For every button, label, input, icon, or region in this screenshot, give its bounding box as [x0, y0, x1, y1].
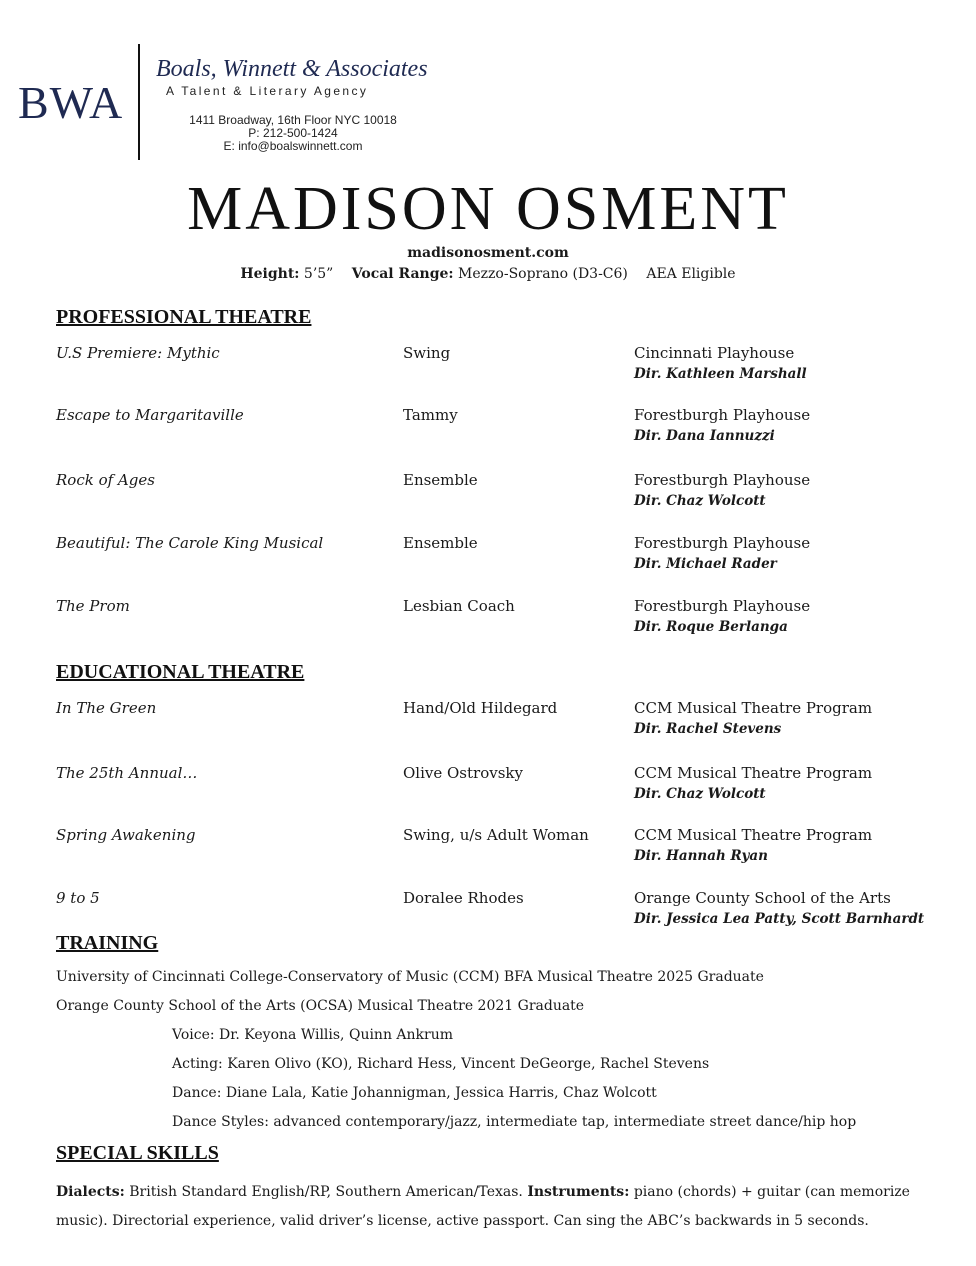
venue-name: Forestburgh Playhouse	[634, 406, 811, 424]
director-name: Dir. Michael Rader	[634, 556, 777, 572]
credit-row	[0, 471, 976, 515]
show-title: Beautiful: The Carole King Musical	[56, 534, 324, 552]
agency-logo-letters: BWA	[18, 77, 124, 128]
credit-row	[0, 699, 976, 743]
professional-theatre-heading: PROFESSIONAL THEATRE	[56, 306, 312, 328]
role-name: Lesbian Coach	[403, 597, 515, 615]
role-name: Olive Ostrovsky	[403, 764, 523, 782]
dialects-label: Dialects:	[56, 1184, 125, 1200]
show-title: Escape to Margaritaville	[56, 406, 244, 424]
special-skills-text	[56, 1178, 916, 1236]
role-name: Hand/Old Hildegard	[403, 699, 558, 717]
agency-name: Boals, Winnett & Associates	[156, 56, 428, 82]
dialects-text: British Standard English/RP, Southern American/Texas.	[129, 1184, 523, 1200]
credit-row	[0, 826, 976, 870]
logo-divider	[138, 44, 140, 160]
role-name: Doralee Rhodes	[403, 889, 524, 907]
show-title: Rock of Ages	[56, 471, 155, 489]
training-detail: Dance Styles: advanced contemporary/jazz, intermediate tap, intermediate street dance/hip hop	[172, 1114, 857, 1130]
show-title: Spring Awakening	[56, 826, 196, 844]
agency-contact	[168, 114, 418, 153]
credit-row	[0, 534, 976, 578]
training-heading: TRAINING	[56, 932, 159, 954]
vocal-range-label: Vocal Range:	[351, 266, 454, 282]
credit-row	[0, 406, 976, 450]
role-name: Swing	[403, 344, 451, 362]
training-detail: Acting: Karen Olivo (KO), Richard Hess, Vincent DeGeorge, Rachel Stevens	[172, 1056, 710, 1072]
educational-theatre-heading: EDUCATIONAL THEATRE	[56, 661, 305, 683]
venue-name: Cincinnati Playhouse	[634, 344, 795, 362]
director-name: Dir. Roque Berlanga	[634, 619, 788, 635]
director-name: Dir. Chaz Wolcott	[634, 493, 766, 509]
venue-name: Forestburgh Playhouse	[634, 597, 811, 615]
agency-email: E: info@boalswinnett.com	[223, 139, 363, 153]
director-name: Dir. Jessica Lea Patty, Scott Barnhardt	[634, 911, 925, 927]
venue-name: CCM Musical Theatre Program	[634, 699, 873, 717]
venue-name: CCM Musical Theatre Program	[634, 764, 873, 782]
height-value: 5’5”	[303, 266, 334, 282]
agency-tagline: A Talent & Literary Agency	[166, 84, 369, 98]
credit-row	[0, 889, 976, 933]
training-line: Orange County School of the Arts (OCSA) Musical Theatre 2021 Graduate	[56, 998, 585, 1014]
role-name: Ensemble	[403, 534, 478, 552]
show-title: The 25th Annual…	[56, 764, 198, 782]
credit-row	[0, 344, 976, 388]
show-title: 9 to 5	[56, 889, 100, 907]
agency-phone: P: 212-500-1424	[248, 126, 338, 140]
show-title: In The Green	[56, 699, 157, 717]
venue-name: Forestburgh Playhouse	[634, 471, 811, 489]
performer-name: MADISON OSMENT	[187, 175, 789, 243]
training-detail: Dance: Diane Lala, Katie Johannigman, Jessica Harris, Chaz Wolcott	[172, 1085, 657, 1101]
venue-name: Forestburgh Playhouse	[634, 534, 811, 552]
training-line: University of Cincinnati College-Conservatory of Music (CCM) BFA Musical Theatre 2025 Graduate	[56, 969, 764, 985]
director-name: Dir. Kathleen Marshall	[634, 366, 807, 382]
training-detail: Voice: Dr. Keyona Willis, Quinn Ankrum	[172, 1027, 454, 1043]
venue-name: Orange County School of the Arts	[634, 889, 891, 907]
credit-row	[0, 597, 976, 641]
show-title: U.S Premiere: Mythic	[56, 344, 220, 362]
vocal-range-value: Mezzo-Soprano (D3-C6)	[458, 266, 628, 282]
venue-name: CCM Musical Theatre Program	[634, 826, 873, 844]
agency-address: 1411 Broadway, 16th Floor NYC 10018	[189, 113, 397, 127]
role-name: Tammy	[403, 406, 458, 424]
height-label: Height:	[240, 266, 300, 282]
union-status: AEA Eligible	[646, 266, 736, 282]
role-name: Ensemble	[403, 471, 478, 489]
performer-stats	[0, 266, 976, 282]
director-name: Dir. Chaz Wolcott	[634, 786, 766, 802]
role-name: Swing, u/s Adult Woman	[403, 826, 589, 844]
credit-row	[0, 764, 976, 808]
show-title: The Prom	[56, 597, 130, 615]
director-name: Dir. Rachel Stevens	[634, 721, 782, 737]
director-name: Dir. Dana Iannuzzi	[634, 428, 775, 444]
special-skills-heading: SPECIAL SKILLS	[56, 1142, 219, 1164]
instruments-text: piano (chords) + guitar (can memorize music). Directorial experience, valid driver’s license, active passport. Can sing the ABC’s backwards in 5 seconds.	[56, 1184, 910, 1229]
director-name: Dir. Hannah Ryan	[634, 848, 768, 864]
instruments-label: Instruments:	[527, 1184, 630, 1200]
agency-logo	[18, 44, 438, 160]
website-link[interactable]: madisonosment.com	[407, 245, 569, 261]
